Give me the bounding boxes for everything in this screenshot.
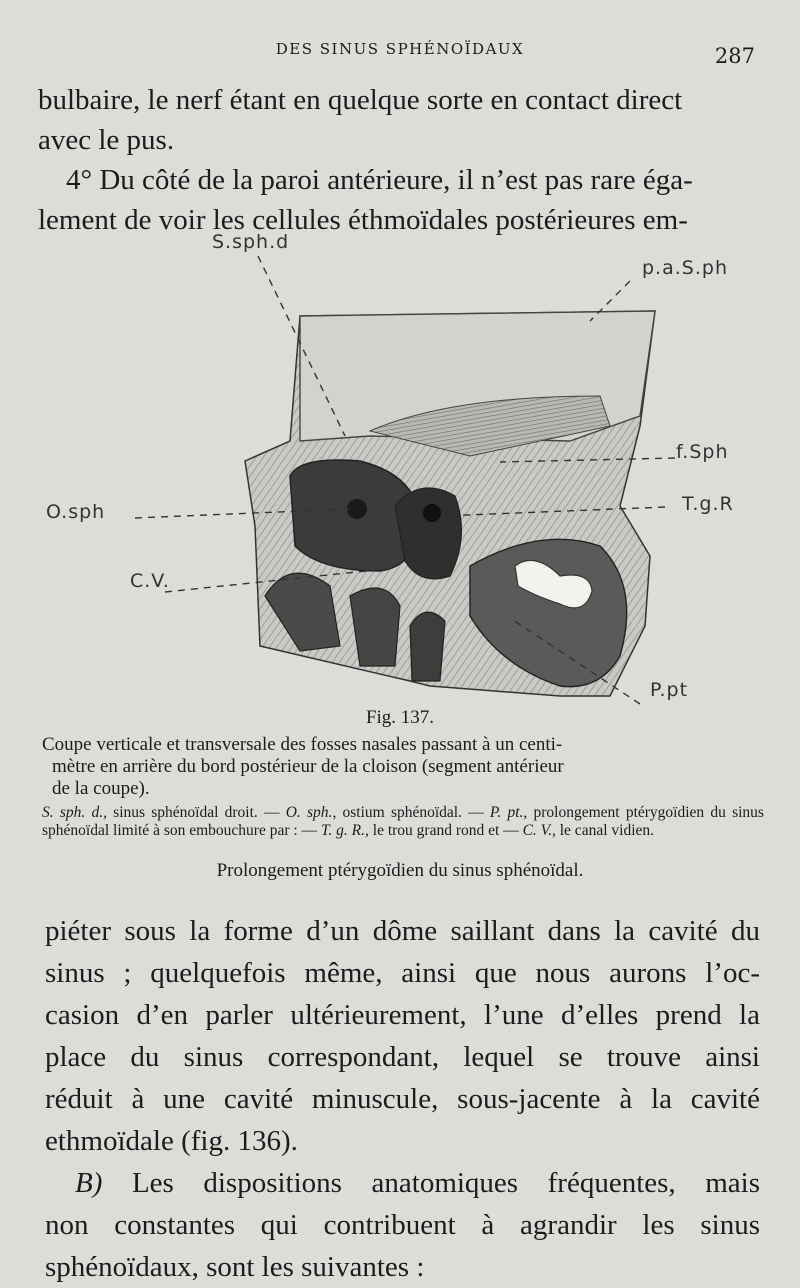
- text-line: avec le pus.: [38, 124, 175, 156]
- legend-text: , prolongement ptérygoïdien du sinus sphénoïdal limité à son embouchure par : —: [42, 804, 764, 839]
- text-line: bulbaire, le nerf étant en quelque sorte en contact direct: [38, 84, 683, 116]
- legend-text: , sinus sphénoïdal droit. —: [103, 804, 286, 821]
- text-line: sinus ; quelquefois même, ainsi que nous aurons l’oc-: [45, 957, 760, 989]
- caption-line: de la coupe).: [52, 778, 150, 799]
- text-line-content: Les dispositions anatomiques fréquentes, mais: [131, 1167, 760, 1199]
- label-t-g-r: T.g.R: [682, 493, 734, 515]
- legend-abbr: T. g. R.: [320, 822, 366, 839]
- legend-text: , le trou grand rond et —: [365, 822, 523, 839]
- label-p-a-s-ph: p.a.S.ph: [642, 257, 728, 279]
- section-marker: B): [75, 1167, 103, 1199]
- text-line: lement de voir les cellules éthmoïdales postérieures em-: [38, 204, 688, 236]
- text-line: non constantes qui contribuent à agrandir les sinus: [45, 1209, 760, 1241]
- legend-abbr: O. sph.: [285, 804, 333, 821]
- legend-text: , le canal vidien.: [552, 822, 654, 839]
- legend-abbr: C. V.: [522, 822, 552, 839]
- text-line: réduit à une cavité minuscule, sous-jacente à la cavité: [45, 1083, 760, 1115]
- label-p-pt: P.pt: [650, 679, 689, 701]
- text-line: sphénoïdaux, sont les suivantes :: [45, 1251, 425, 1283]
- running-head: DES SINUS SPHÉNOÏDAUX: [275, 40, 525, 58]
- page-number: 287: [714, 44, 755, 68]
- caption-line: mètre en arrière du bord postérieur de la cloison (segment antérieur: [52, 756, 564, 777]
- paragraph-bottom: [45, 910, 760, 1288]
- text-line: piéter sous la forme d’un dôme saillant dans la cavité du: [45, 915, 760, 947]
- anatomical-figure: [0, 226, 800, 716]
- figure-subcaption: Prolongement ptérygoïdien du sinus sphénoïdal.: [216, 860, 584, 881]
- legend-abbr: P. pt.: [489, 804, 524, 821]
- text-line: 4° Du côté de la paroi antérieure, il n’est pas rare éga-: [66, 164, 693, 196]
- text-line: place du sinus correspondant, lequel se trouve ainsi: [45, 1041, 760, 1073]
- text-line: ethmoïdale (fig. 136).: [45, 1125, 298, 1157]
- label-o-sph: O.sph: [46, 501, 106, 523]
- figure-legend: [42, 804, 764, 840]
- figure-caption: [42, 734, 764, 800]
- label-s-sph-d: S.sph.d: [212, 231, 290, 253]
- label-f-sph: f.Sph: [676, 441, 729, 463]
- label-c-v: C.V.: [130, 570, 170, 592]
- figure-number: Fig. 137.: [365, 707, 435, 728]
- paragraph-top: [38, 80, 758, 240]
- legend-text: , ostium sphénoïdal. —: [332, 804, 490, 821]
- legend-abbr: S. sph. d.: [42, 804, 104, 821]
- text-line: [45, 1162, 760, 1204]
- caption-line: Coupe verticale et transversale des fosses nasales passant à un centi-: [42, 734, 563, 755]
- text-line: casion d’en parler ultérieurement, l’une d’elles prend la: [45, 999, 760, 1031]
- figure-drawing: [0, 226, 800, 716]
